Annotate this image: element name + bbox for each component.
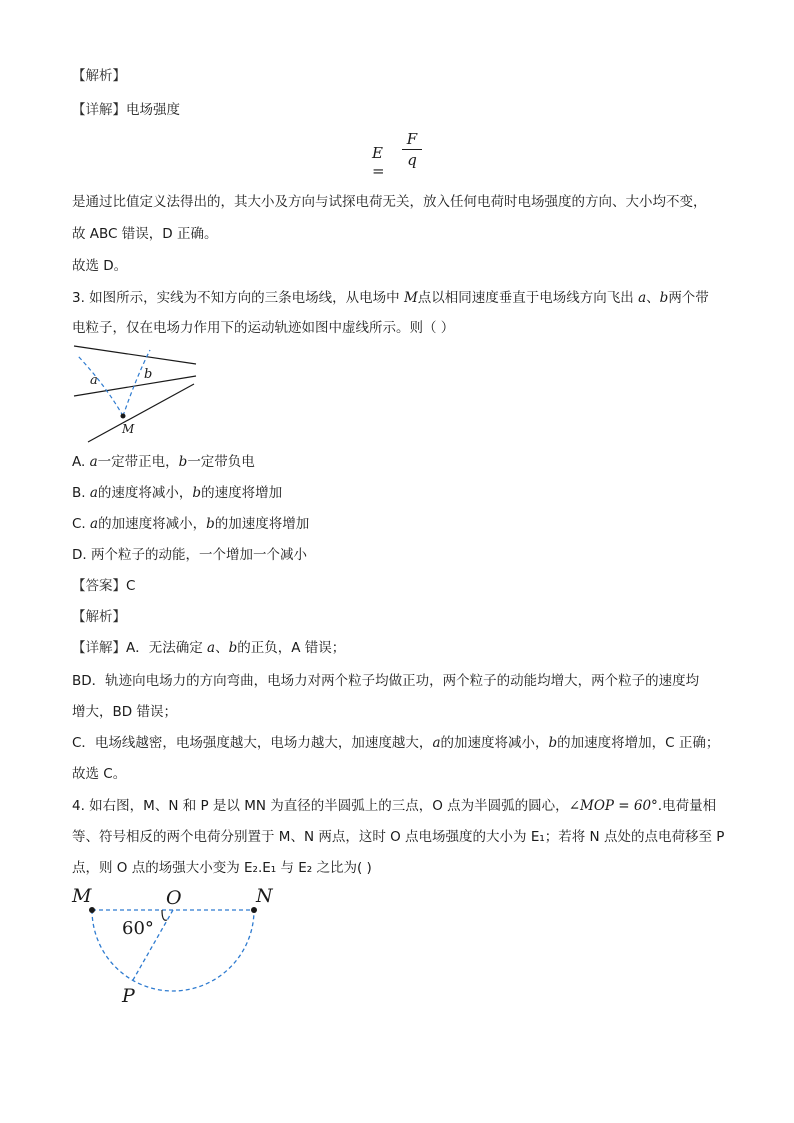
detail-tag: 【详解】 [72, 640, 126, 656]
option-text: 的加速度将增加 [214, 516, 310, 532]
option-d: D. 两个粒子的动能，一个增加一个减小 [72, 547, 307, 563]
detail-text: 电场强度 [126, 102, 180, 118]
option-var: b [206, 516, 215, 532]
label-m: M [122, 422, 135, 436]
detail-bd-line1: BD．轨迹向电场力的方向弯曲，电场力对两个粒子均做正功，两个粒子的动能均增大，两个粒子的速度均 [72, 673, 700, 689]
detail-text: 的加速度将增加，C 正确 [557, 735, 706, 751]
option-prefix: B. [72, 485, 90, 501]
question-3-stem-line2: 电粒子，仅在电场力作用下的运动轨迹如图中虚线所示。则（ ） [72, 320, 455, 336]
question-4-figure [66, 882, 286, 1008]
formula-fraction [402, 130, 422, 169]
detail-text: C．电场线越密，电场强度越大，电场力越大，加速度越大， [72, 735, 433, 751]
fraction-bar [402, 149, 422, 150]
stem-text: 4. 如右图，M、N 和 P 是以 MN 为直径的半圆弧上的三点，O 点为半圆弧的圆心， [72, 798, 569, 814]
option-b [72, 483, 282, 503]
question-4-stem-line3: 点，则 O 点的场强大小变为 E₂.E₁ 与 E₂ 之比为( ) [72, 860, 372, 876]
detail-line [72, 100, 180, 120]
answer-line [72, 576, 135, 596]
option-text: 一定带正电， [97, 454, 179, 470]
option-var: a [89, 454, 98, 470]
formula-lhs: E = [372, 144, 385, 180]
label-m: M [72, 885, 92, 907]
paragraph-line: 是通过比值定义法得出的，其大小及方向与试探电荷无关，放入任何电荷时电场强度的方向、大小均不变， [72, 194, 707, 210]
option-a [72, 452, 255, 472]
option-text: 的速度将减小， [97, 485, 193, 501]
paragraph-line: 故 ABC 错误，D 正确。 [72, 226, 218, 242]
stem-var: a [638, 290, 647, 306]
formula-denominator: q [407, 151, 417, 169]
detail-tag: 【详解】 [72, 102, 126, 118]
trajectory-b [123, 350, 153, 416]
trajectory-a [78, 356, 123, 416]
analysis-tag: 【解析】 [72, 68, 126, 84]
field-line-bottom [88, 384, 194, 442]
question-4-stem [72, 796, 716, 816]
detail-text: 的正负，A 错误； [237, 640, 346, 656]
detail-var: a [207, 640, 216, 656]
label-angle: 60° [122, 918, 154, 939]
stem-var: b [659, 290, 669, 306]
label-p: P [122, 985, 135, 1007]
detail-var: a [432, 735, 441, 751]
analysis-tag: 【解析】 [72, 609, 126, 625]
label-n: N [256, 885, 273, 907]
option-var: b [178, 454, 188, 470]
option-var: a [90, 516, 99, 532]
point-m [89, 907, 95, 913]
angle-expression: ∠MOP = 60° [568, 798, 658, 814]
detail-bd-line2: 增大，BD 错误； [72, 704, 177, 720]
semicircle-arc [92, 910, 254, 991]
stem-text: .电荷量相 [657, 798, 717, 814]
detail-c-line [72, 733, 719, 753]
detail-text: A．无法确定 [126, 640, 208, 656]
answer-value: C [126, 578, 136, 594]
option-text: 的速度将增加 [201, 485, 283, 501]
point-m [121, 414, 126, 419]
point-n [251, 907, 257, 913]
stem-text: 点以相同速度垂直于电场线方向飞出 [417, 290, 639, 306]
detail-a-line [72, 638, 345, 658]
choose-line: 故选 C。 [72, 766, 127, 782]
stem-text: 两个带 [668, 290, 709, 306]
detail-text: 的加速度将减小， [440, 735, 549, 751]
answer-tag: 【答案】 [72, 578, 126, 594]
question-3-figure [66, 338, 206, 444]
question-3-stem [72, 288, 709, 308]
stem-var: M [403, 290, 418, 306]
label-o: O [166, 887, 182, 909]
detail-var: b [228, 640, 238, 656]
detail-text: ； [705, 735, 720, 751]
angle-arc [162, 910, 167, 920]
detail-text: 、 [215, 640, 229, 656]
label-b: b [144, 367, 153, 382]
option-c [72, 514, 309, 534]
option-var: a [89, 485, 98, 501]
option-text: 一定带负电 [187, 454, 255, 470]
option-prefix: A. [72, 454, 90, 470]
question-4-stem-line2: 等、符号相反的两个电荷分别置于 M、N 两点，这时 O 点电场强度的大小为 E₁；若将 N 点处的点电荷移至 P [72, 829, 725, 845]
stem-text: 3. 如图所示，实线为不知方向的三条电场线，从电场中 [72, 290, 404, 306]
label-a: a [90, 373, 98, 388]
option-prefix: C. [72, 516, 91, 532]
field-line-top [74, 346, 196, 364]
formula-numerator: F [406, 130, 418, 148]
stem-text: 、 [646, 290, 660, 306]
option-var: b [192, 485, 202, 501]
choose-line: 故选 D。 [72, 258, 128, 274]
option-text: 的加速度将减小， [98, 516, 207, 532]
detail-var: b [548, 735, 558, 751]
